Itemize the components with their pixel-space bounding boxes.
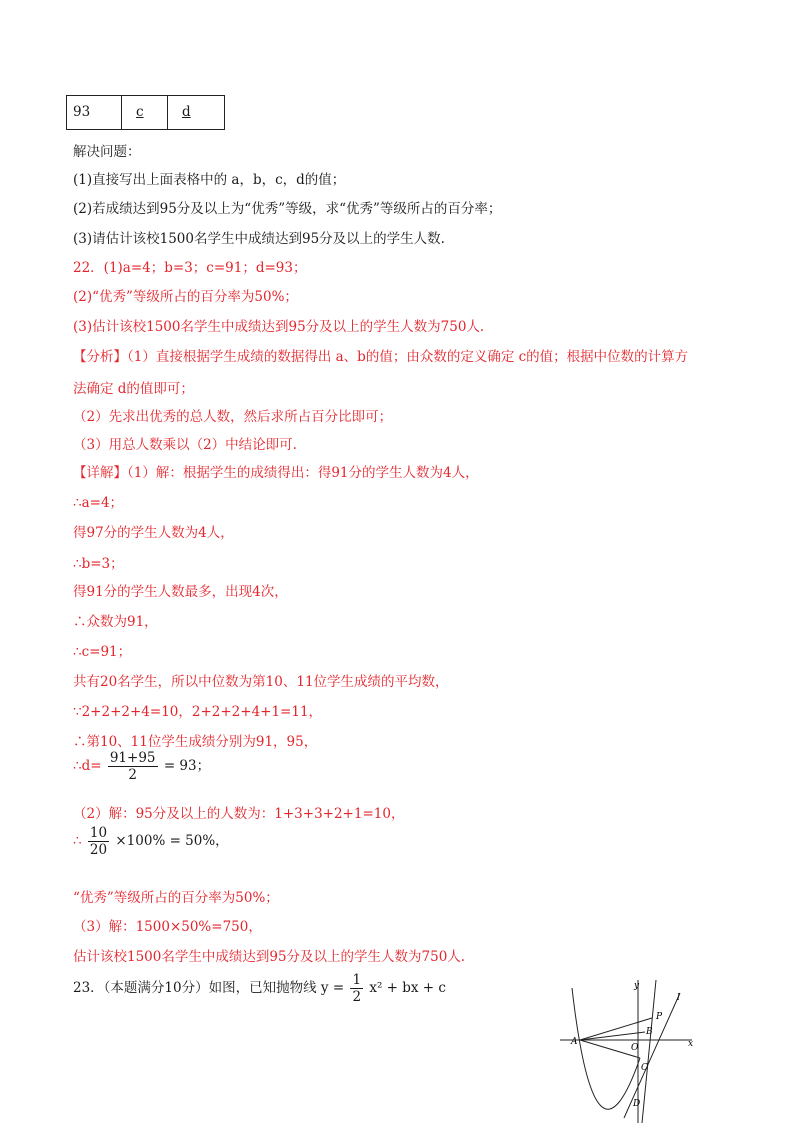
question-23 (73, 972, 446, 1005)
percent-2-result: ×100% = 50%， (115, 833, 229, 849)
question-23-text: 23．（本题满分10分）如图，已知抛物线 y = (73, 980, 345, 996)
problem-part-3: (3)请估计该校1500名学生中成绩达到95分及以上的学生人数. (73, 231, 445, 247)
detail-11 (73, 750, 210, 783)
label-p: P (656, 1012, 663, 1022)
label-b: B (646, 1027, 653, 1037)
median-fraction-den: 2 (128, 767, 137, 783)
detail-11-prefix: ∴d= (73, 758, 102, 774)
problem-heading: 解决问题： (73, 144, 141, 160)
detail-7: ∴c=91； (73, 644, 132, 660)
label-d: D (633, 1099, 641, 1109)
analysis-2: 法确定 d的值即可； (73, 381, 194, 397)
detail-3: 得97分的学生人数为4人， (73, 525, 234, 541)
count-2: 估计该校1500名学生中成绩达到95分及以上的学生人数为750人. (73, 949, 466, 965)
percent-2 (73, 825, 229, 858)
parabola-fraction-num: 1 (352, 972, 362, 988)
answer-3: (3)估计该校1500名学生中成绩达到95分及以上的学生人数为750人. (73, 319, 485, 335)
median-fraction-num: 91+95 (109, 750, 156, 766)
count-1: （3）解：1500×50%=750， (73, 919, 262, 935)
label-y: y (634, 981, 640, 991)
analysis-4: （3）用总人数乘以（2）中结论即可. (73, 437, 297, 453)
problem-part-2: (2)若成绩达到95分及以上为“优秀”等级，求“优秀”等级所占的百分率； (73, 201, 502, 217)
analysis-3: （2）先求出优秀的总人数，然后求所占百分比即可； (73, 409, 393, 425)
detail-9: ∵2+2+2+4=10，2+2+2+4+1=11， (73, 704, 323, 720)
parabola-fraction-den: 2 (352, 989, 362, 1005)
detail-2: ∴a=4； (73, 495, 124, 511)
answer-2: (2)“优秀”等级所占的百分率为50%； (73, 289, 298, 305)
percent-fraction (88, 825, 109, 858)
answer-1: 22．(1)a=4；b=3；c=91；d=93； (73, 260, 307, 276)
detail-1: 【详解】（1）解：根据学生的成绩得出：得91分的学生人数为4人， (73, 465, 479, 481)
table-cell-d: d (182, 104, 191, 120)
parabola-expression: x² + bx + c (369, 980, 446, 996)
score-table-row (66, 95, 225, 130)
label-c: C (641, 1063, 648, 1073)
detail-11-result: = 93； (163, 758, 211, 774)
table-cell-score: 93 (67, 96, 122, 129)
problem-part-1: (1)直接写出上面表格中的 a，b，c，d的值； (73, 172, 346, 188)
percent-fraction-den: 20 (89, 842, 108, 858)
percent-3: “优秀”等级所占的百分率为50%； (73, 890, 279, 906)
label-l: l (677, 993, 680, 1003)
percent-2-prefix: ∴ (73, 833, 82, 849)
table-cell-c: c (122, 96, 168, 129)
label-a: A (571, 1037, 578, 1047)
median-fraction (108, 750, 158, 783)
percent-fraction-num: 10 (89, 825, 108, 841)
segment-ap (580, 1018, 652, 1040)
segment-ab (580, 1032, 645, 1040)
parabola-figure (560, 978, 700, 1123)
percent-1: （2）解：95分及以上的人数为：1+3+3+2+1=10， (73, 806, 405, 822)
analysis-1: 【分析】（1）直接根据学生成绩的数据得出 a、b的值；由众数的定义确定 c的值；根据中位数的计算方 (73, 349, 689, 365)
detail-10: ∴第10、11位学生成绩分别为91，95， (73, 734, 318, 750)
detail-6: ∴众数为91， (73, 614, 158, 630)
parabola-fraction (350, 972, 363, 1005)
label-o: O (631, 1043, 639, 1053)
detail-5: 得91分的学生人数最多，出现4次， (73, 584, 288, 600)
parabola-curve (572, 988, 640, 1109)
detail-4: ∴b=3； (73, 556, 124, 572)
label-x: x (688, 1039, 694, 1049)
detail-8: 共有20名学生，所以中位数为第10、11位学生成绩的平均数， (73, 674, 449, 690)
